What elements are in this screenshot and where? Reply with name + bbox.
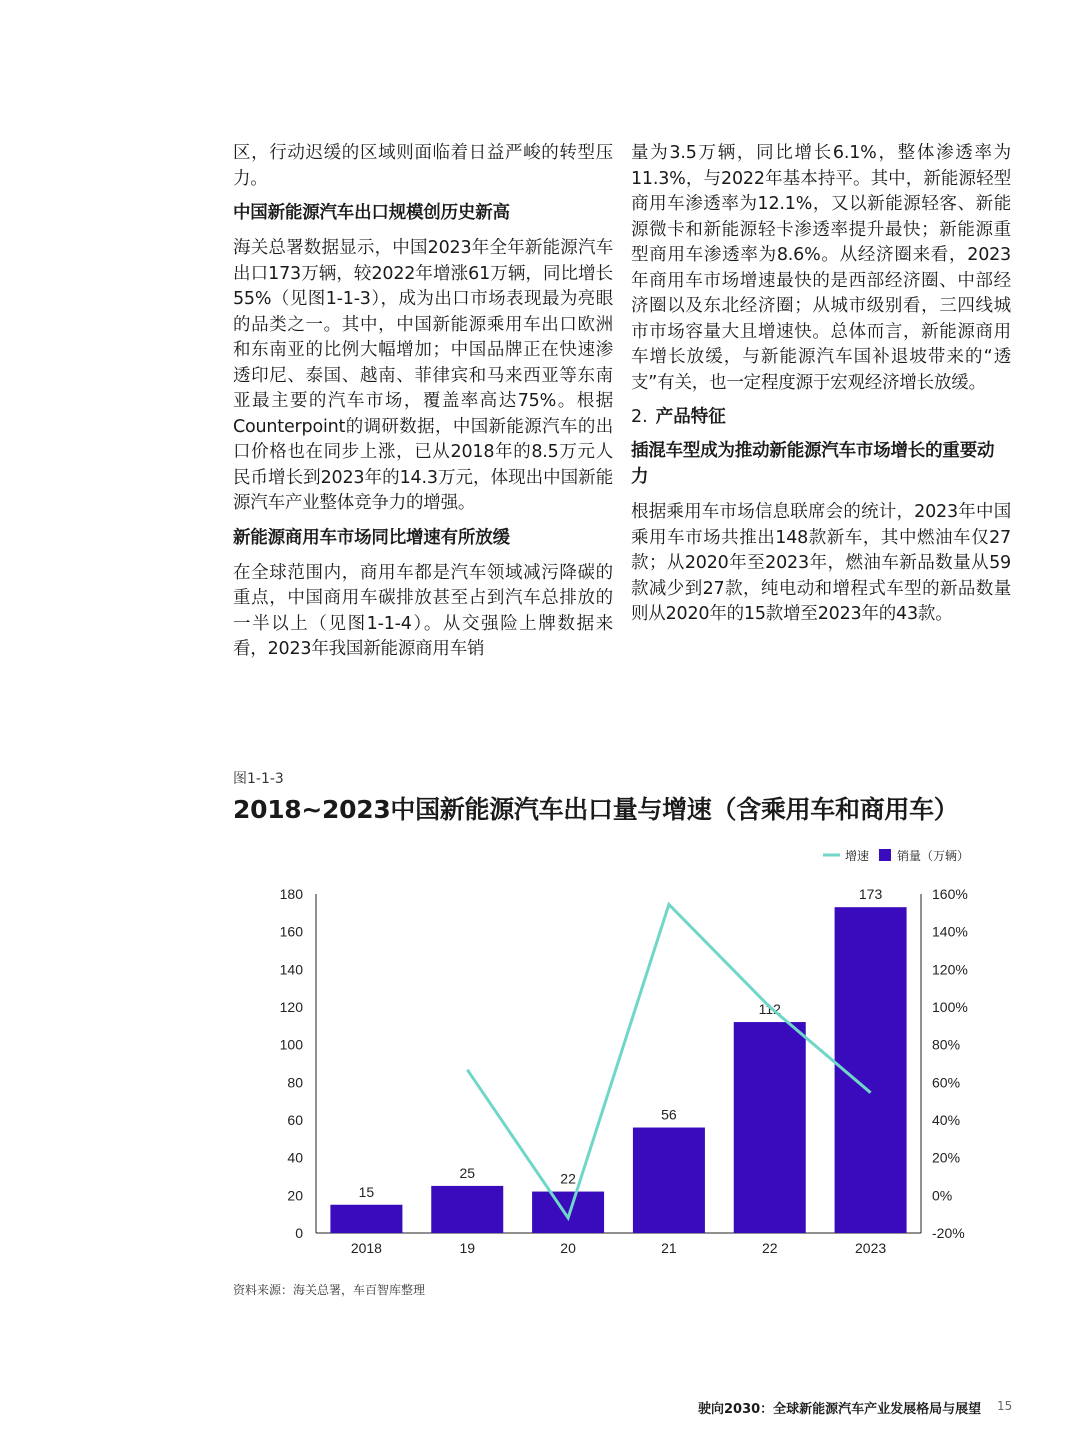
section-heading: 插混车型成为推动新能源汽车市场增长的重要动力: [631, 441, 995, 487]
bar-data-label: 15: [358, 1183, 375, 1200]
y-left-tick-label: 180: [279, 886, 303, 902]
section-heading: 新能源商用车市场同比增速有所放缓: [233, 527, 510, 548]
y-right-tick-label: 0%: [932, 1187, 953, 1204]
page-number: 15: [997, 1399, 1013, 1413]
y-right-tick-label: 20%: [932, 1149, 961, 1166]
chapter-title: 产品特征: [655, 407, 726, 427]
legend-label-volume: 销量（万辆）: [897, 849, 970, 863]
chapter-number: 2.: [631, 407, 648, 427]
figure-label: 图1-1-3: [233, 771, 284, 787]
footer-title: 驶向2030：全球新能源汽车产业发展格局与展望: [698, 1402, 982, 1417]
y-right-tick-label: 160%: [932, 886, 968, 902]
bar-data-label: 56: [661, 1106, 677, 1123]
y-left-tick-label: 120: [279, 999, 303, 1015]
section-heading: 中国新能源汽车出口规模创历史新高: [233, 203, 510, 223]
legend-bar-swatch: [879, 849, 891, 861]
x-tick-label: 19: [459, 1240, 476, 1256]
figure-title: 2018~2023中国新能源汽车出口量与增速（含乘用车和商用车）: [233, 795, 959, 824]
bar-data-label: 173: [858, 886, 883, 903]
bar-data-label: 25: [459, 1164, 476, 1181]
paragraph: 海关总署数据显示，中国2023年全年新能源汽车出口173万辆，较2022年增涨61万辆，同比增长55%（见图1-1-3），成为出口市场表现最为亮眼的品类之一。其中，中国新能源乘用车出口欧洲和东南亚的比例大幅增加；中国品牌正在快速渗透印尼、泰国、越南、菲律宾和马来西亚等东南亚最主要的汽车市场，覆盖率高达75%。根据Counterpoint的调研数据，中国新能源汽车的出口价格也在同步上涨，已从2018年的8.5万元人民币增长到2023年的14.3万元，体现出中国新能源汽车产业整体竞争力的增强。: [233, 238, 613, 513]
bar: [633, 1128, 705, 1233]
y-left-tick-label: 80: [287, 1074, 303, 1091]
y-left-tick-label: 60: [287, 1112, 303, 1128]
y-left-tick-label: 20: [287, 1187, 303, 1204]
x-tick-label: 2018: [350, 1240, 382, 1256]
paragraph: 区，行动迟缓的区域则面临着日益严峻的转型压力。: [233, 143, 613, 189]
y-right-tick-label: 40%: [932, 1112, 961, 1128]
bar: [330, 1205, 402, 1233]
x-tick-label: 22: [761, 1240, 778, 1256]
paragraph: 根据乘用车市场信息联席会的统计，2023年中国乘用车市场共推出148款新车，其中燃油车仅27款；从2020年至2023年，燃油车新品数量从59款减少到27款，纯电动和增程式车型的新品数量则从2020年的15款增至2023年的43款。: [631, 502, 1011, 624]
y-right-tick-label: 60%: [932, 1074, 961, 1091]
bar-data-label: 22: [560, 1170, 576, 1187]
x-tick-label: 20: [560, 1240, 576, 1256]
paragraph: 在全球范围内，商用车都是汽车领域减污降碳的重点，中国商用车碳排放甚至占到汽车总排放的一半以上（见图1-1-4）。从交强险上牌数据来看，2023年我国新能源商用车销: [233, 562, 613, 659]
paragraph: 量为3.5万辆，同比增长6.1%，整体渗透率为11.3%，与2022年基本持平。其中，新能源轻型商用车渗透率为12.1%，又以新能源轻客、新能源微卡和新能源轻卡渗透率提升最快；新能源重型商用车渗透率为8.6%。从经济圈来看，2023年商用车市场增速最快的是西部经济圈、中部经济圈以及东北经济圈；从城市级别看，三四线城市市场容量大且增速快。总体而言，新能源商用车增长放缓，与新能源汽车国补退坡带来的“透支”有关，也一定程度源于宏观经济增长放缓。: [631, 143, 1011, 393]
bar: [734, 1022, 806, 1233]
y-left-tick-label: 160: [279, 923, 303, 940]
legend-label-growth: 增速: [845, 849, 870, 863]
y-right-tick-label: 140%: [932, 923, 968, 940]
y-right-tick-label: 120%: [932, 961, 968, 978]
y-right-tick-label: 100%: [932, 999, 968, 1015]
x-tick-label: 21: [661, 1240, 677, 1256]
y-right-tick-label: 80%: [932, 1036, 961, 1053]
bar: [431, 1186, 503, 1233]
x-tick-label: 2023: [855, 1240, 887, 1256]
y-left-tick-label: 0: [295, 1225, 303, 1241]
y-right-tick-label: -20%: [932, 1225, 965, 1241]
figure-source: 资料来源：海关总署，车百智库整理: [233, 1283, 426, 1297]
y-left-tick-label: 40: [287, 1149, 303, 1166]
y-left-tick-label: 140: [279, 961, 303, 978]
bar: [532, 1192, 604, 1233]
bar-data-label: 112: [758, 1001, 781, 1018]
y-left-tick-label: 100: [279, 1036, 303, 1053]
